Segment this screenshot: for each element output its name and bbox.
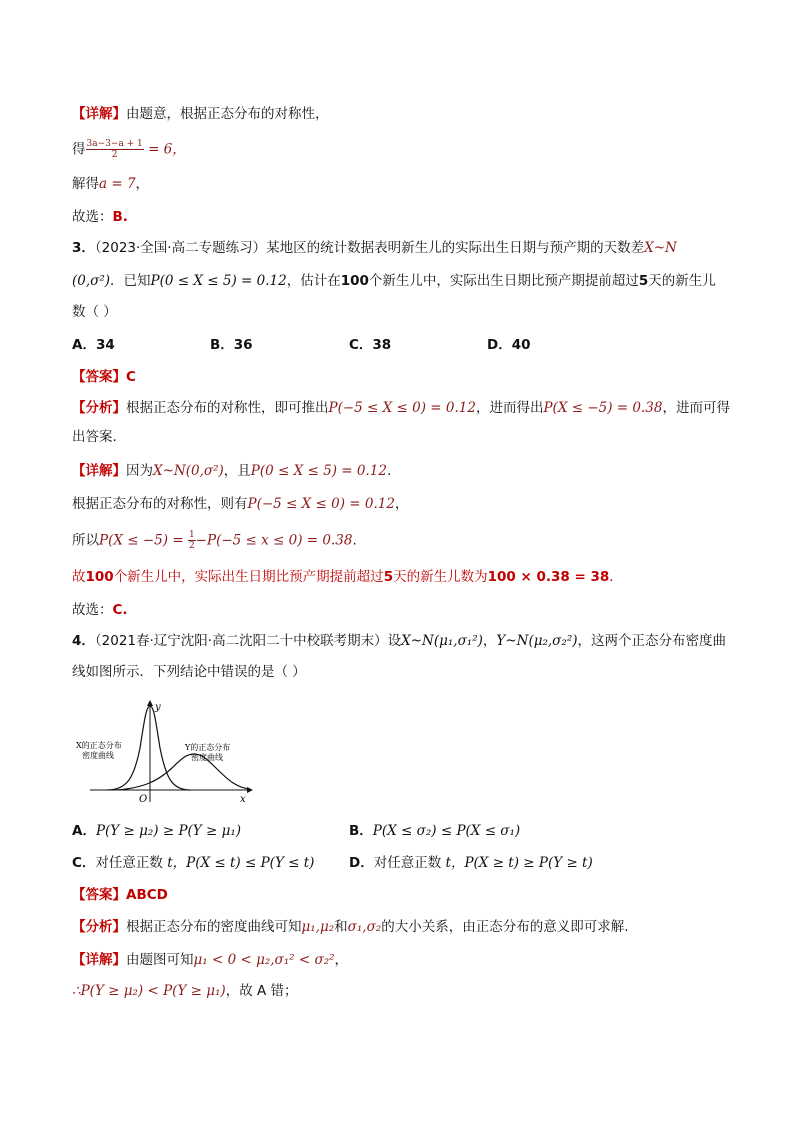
axis-x-label: x xyxy=(240,794,246,805)
q3-answer-line xyxy=(72,367,136,387)
q3-option-d: D．40 xyxy=(487,337,531,353)
q3-so-line xyxy=(72,530,357,551)
q3-so-fraction xyxy=(188,530,196,551)
q4-detail-line xyxy=(72,950,348,970)
q3-analysis-text2: ，进而得出 xyxy=(475,400,544,416)
q3-conc-math: 100 × 0.38 = 38 xyxy=(487,569,610,585)
q4-detail-text1: 由题图可知 xyxy=(126,952,194,968)
q3-detail-text3: . xyxy=(386,463,392,479)
q3-answer: C xyxy=(126,369,136,385)
q4-option-d xyxy=(349,853,593,873)
q3-analysis-text1: 根据正态分布的对称性，即可推出 xyxy=(126,400,329,416)
q3-conclusion-line xyxy=(72,567,623,587)
q3-detail-text1: 因为 xyxy=(126,463,153,479)
q3-so-text: 所以 xyxy=(72,532,99,549)
q2-choice: B. xyxy=(112,209,128,225)
q4-stem1-text: 设 xyxy=(387,633,402,649)
q4-stem1-math1: X~N(μ₁,σ₁²) xyxy=(401,633,483,649)
q4-option-d-label: D． xyxy=(349,855,374,871)
q3-sym-line xyxy=(72,494,408,514)
q3-conc-num2: 5 xyxy=(383,569,394,585)
q3-conc-suffix: ． xyxy=(609,569,623,585)
q3-choice-prefix: 故选： xyxy=(72,602,113,618)
q4-stem1-math2: Y~N(μ₂,σ₂²) xyxy=(496,633,578,649)
q4-figure xyxy=(72,698,257,808)
origin-label: O xyxy=(139,794,148,805)
q4-option-b-label: B． xyxy=(349,823,373,839)
q4-therefore-math: ∴P(Y ≥ μ₂) < P(Y ≥ μ₁) xyxy=(72,983,226,999)
x-curve-label-1: X的正态分布 xyxy=(76,741,122,750)
q4-option-d-var: t xyxy=(445,855,451,871)
q3-detail-line xyxy=(72,461,391,481)
q4-detail-tag: 【详解】 xyxy=(72,952,126,968)
q3-analysis-text3: ，进而可得 xyxy=(662,400,730,416)
q4-option-d-text: 对任意正数 xyxy=(373,855,442,871)
q3-conc-num: 100 xyxy=(85,569,114,585)
q3-stem2-math1: (0,σ²) xyxy=(72,273,111,289)
q3-number: 3． xyxy=(72,240,95,256)
q3-stem1-math: X~N xyxy=(644,240,677,256)
q3-choice-line xyxy=(72,600,128,620)
q3-analysis-line1 xyxy=(72,398,730,418)
axis-y-label: y xyxy=(155,702,161,713)
q4-option-b-math: P(X ≤ σ₂) ≤ P(X ≤ σ₁) xyxy=(372,823,521,839)
q3-stem2-text2: ，估计在 xyxy=(286,273,341,289)
q3-detail-text2: ，且 xyxy=(223,463,251,479)
q3-answer-tag: 【答案】 xyxy=(72,369,126,385)
q4-option-a-label: A． xyxy=(72,823,96,839)
q3-option-c: C．38 xyxy=(349,337,392,353)
q4-therefore-line xyxy=(72,981,298,1001)
q3-choice: C. xyxy=(112,602,128,618)
q4-stem-line1 xyxy=(72,631,726,651)
q4-analysis-line xyxy=(72,917,629,937)
q4-option-c-text: 对任意正数 xyxy=(95,855,163,871)
q4-option-a xyxy=(72,821,241,841)
q2-detail-tag: 【详解】 xyxy=(72,106,126,122)
q4-number: 4． xyxy=(72,633,95,649)
q3-stem-line2 xyxy=(72,271,716,291)
q3-sym-math: P(−5 ≤ X ≤ 0) = 0.12 xyxy=(247,496,395,512)
q4-therefore-text: ，故 A 错； xyxy=(225,983,298,999)
q3-analysis-math1: P(−5 ≤ X ≤ 0) = 0.12 xyxy=(328,400,476,416)
q2-solve-line xyxy=(72,174,149,194)
q3-stem-line1 xyxy=(72,238,677,258)
q2-frac-num: 3a−3−a + 1 xyxy=(86,139,143,149)
q2-solve-prefix: 解得 xyxy=(72,176,99,192)
q3-detail-tag: 【详解】 xyxy=(72,463,126,479)
q4-detail-suffix: ， xyxy=(334,952,349,968)
q3-stem2-text4: 天的新生儿 xyxy=(648,273,716,289)
q3-analysis-tag: 【分析】 xyxy=(72,400,126,416)
q3-source: （2023·全国·高二专题练习） xyxy=(94,240,267,256)
q4-option-c-label: C． xyxy=(72,855,96,871)
q4-answer: ABCD xyxy=(126,887,168,903)
x-curve-label-2: 密度曲线 xyxy=(82,751,114,760)
q4-option-a-math: P(Y ≥ μ₂) ≥ P(Y ≥ μ₁) xyxy=(95,823,242,839)
q3-detail-math2: P(0 ≤ X ≤ 5) = 0.12 xyxy=(250,463,387,479)
q4-answer-line xyxy=(72,885,168,905)
q3-stem1-text: 某地区的统计数据表明新生儿的实际出生日期与预产期的天数差 xyxy=(266,240,645,256)
y-curve-label-2: 密度曲线 xyxy=(191,753,223,762)
q4-analysis-text3: 的大小关系，由正态分布的意义即可求解. xyxy=(381,919,629,935)
q4-detail-math: μ₁ < 0 < μ₂,σ₁² < σ₂² xyxy=(193,952,335,968)
q2-detail-text: 由题意，根据正态分布的对称性， xyxy=(126,106,329,122)
q3-option-a: A．34 xyxy=(72,337,115,353)
q4-answer-tag: 【答案】 xyxy=(72,887,126,903)
q3-detail-math1: X~N(0,σ²) xyxy=(153,463,224,479)
q4-source: （2021春·辽宁沈阳·高二沈阳二十中校联考期末） xyxy=(94,633,388,649)
q2-choice-prefix: 故选： xyxy=(72,209,113,225)
q4-stem1-text3: ，这两个正态分布密度曲 xyxy=(577,633,726,649)
q3-conc-text2: 个新生儿中，实际出生日期比预产期提前超过 xyxy=(113,569,384,585)
q4-stem-line2: 线如图所示．下列结论中错误的是（ ） xyxy=(72,664,306,680)
q3-stem2-text1: ．已知 xyxy=(110,273,151,289)
q4-analysis-math1: μ₁,μ₂ xyxy=(301,919,335,935)
q3-conc-text1: 故 xyxy=(72,569,86,585)
q4-option-c-var: t xyxy=(167,855,173,871)
q4-analysis-text1: 根据正态分布的密度曲线可知 xyxy=(126,919,302,935)
q2-get-line xyxy=(72,139,186,160)
q2-frac-rest: = 6， xyxy=(148,141,186,158)
q3-analysis-math2: P(X ≤ −5) = 0.38 xyxy=(543,400,663,416)
q3-analysis-line2: 出答案. xyxy=(72,429,117,445)
q4-analysis-math2: σ₁,σ₂ xyxy=(347,919,382,935)
q2-detail-line xyxy=(72,104,329,124)
q4-analysis-tag: 【分析】 xyxy=(72,919,126,935)
q4-option-b xyxy=(349,821,520,841)
q3-so-frac-num: 1 xyxy=(188,530,195,540)
q4-option-c-math: ，P(X ≤ t) ≤ P(Y ≤ t) xyxy=(172,855,315,871)
q3-stem2-text3: 个新生儿中，实际出生日期比预产期提前超过 xyxy=(368,273,639,289)
q2-get-prefix: 得 xyxy=(72,141,86,158)
q3-so-frac-den: 2 xyxy=(188,541,195,551)
q3-stem2-math2: P(0 ≤ X ≤ 5) = 0.12 xyxy=(150,273,287,289)
q4-analysis-text2: 和 xyxy=(334,919,348,935)
q2-solve-math: a = 7 xyxy=(99,176,136,192)
y-curve-label-1: Y的正态分布 xyxy=(185,743,231,752)
q3-so-suffix: . xyxy=(352,532,357,549)
q3-conc-text3: 天的新生儿数为 xyxy=(393,569,488,585)
q4-option-d-math: ，P(X ≥ t) ≥ P(Y ≥ t) xyxy=(450,855,593,871)
y-axis-arrow xyxy=(147,700,153,706)
q3-so-math1: P(X ≤ −5) = xyxy=(99,532,184,549)
q2-solve-suffix: ， xyxy=(135,176,150,192)
q2-frac-den: 2 xyxy=(111,150,118,160)
q3-option-b: B．36 xyxy=(210,337,253,353)
q4-stem1-text2: ， xyxy=(482,633,497,649)
q3-stem2-num2: 5 xyxy=(638,273,649,289)
q3-sym-text: 根据正态分布的对称性，则有 xyxy=(72,496,248,512)
q3-stem2-num: 100 xyxy=(340,273,369,289)
q3-stem-line3: 数（ ） xyxy=(72,304,117,320)
q2-fraction xyxy=(86,139,144,160)
q4-option-c xyxy=(72,853,314,873)
q3-so-math2: −P(−5 ≤ x ≤ 0) = 0.38 xyxy=(195,532,353,549)
q3-sym-suffix: ， xyxy=(394,496,409,512)
x-axis-arrow xyxy=(247,787,253,793)
q2-choice-line xyxy=(72,207,128,227)
